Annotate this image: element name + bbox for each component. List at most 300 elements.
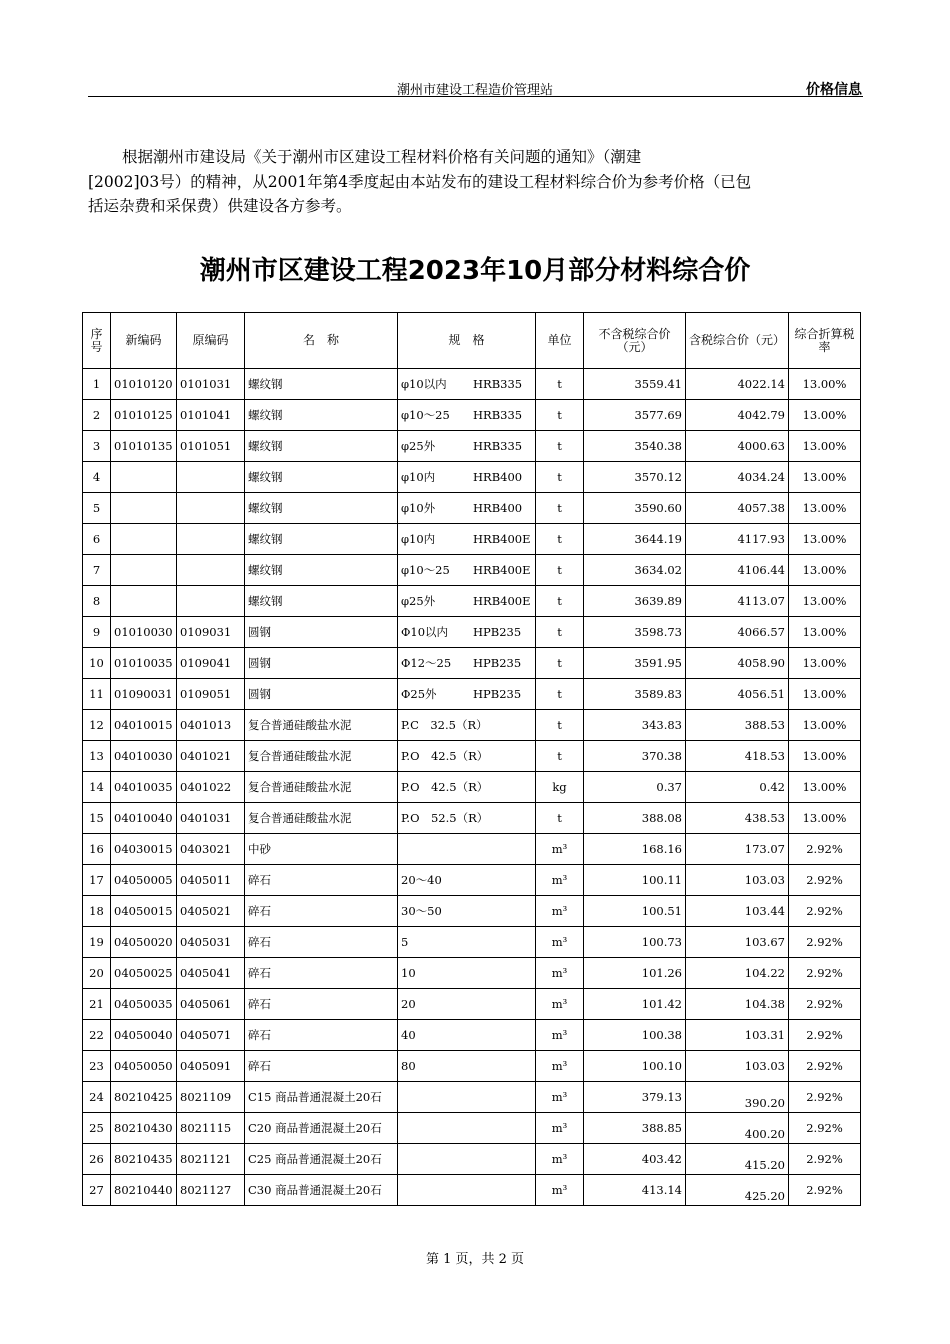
cell-seq: 27	[83, 1175, 111, 1206]
header-price-info: 价格信息	[806, 82, 862, 98]
cell-name: 碎石	[245, 989, 398, 1020]
cell-old-code: 8021127	[177, 1175, 245, 1206]
cell-new-code	[111, 524, 177, 555]
cell-tax-rate: 2.92%	[789, 865, 861, 896]
cell-seq: 11	[83, 679, 111, 710]
spec-grade: HPB235	[473, 686, 522, 701]
table-header-row	[83, 313, 861, 369]
cell-spec	[398, 1051, 536, 1082]
table-row	[83, 1144, 861, 1175]
cell-seq: 26	[83, 1144, 111, 1175]
cell-unit: t	[536, 648, 584, 679]
cell-spec	[398, 586, 536, 617]
cell-seq: 1	[83, 369, 111, 400]
cell-unit: m³	[536, 958, 584, 989]
cell-name: 碎石	[245, 927, 398, 958]
cell-tax-rate: 2.92%	[789, 927, 861, 958]
cell-seq: 8	[83, 586, 111, 617]
cell-old-code: 0405011	[177, 865, 245, 896]
cell-tax-rate: 13.00%	[789, 617, 861, 648]
cell-spec	[398, 834, 536, 865]
table-row	[83, 896, 861, 927]
col-header-price-inc-tax: 含税综合价（元）	[686, 313, 789, 369]
cell-unit: m³	[536, 927, 584, 958]
cell-price-ex-tax: 3591.95	[584, 648, 686, 679]
header-rule	[88, 96, 863, 97]
cell-new-code: 80210435	[111, 1144, 177, 1175]
cell-unit: t	[536, 617, 584, 648]
cell-spec	[398, 989, 536, 1020]
cell-old-code: 0109031	[177, 617, 245, 648]
spec-size: φ10内	[401, 469, 436, 484]
table-row	[83, 617, 861, 648]
cell-unit: t	[536, 555, 584, 586]
cell-unit: t	[536, 369, 584, 400]
table-row	[83, 865, 861, 896]
cell-seq: 23	[83, 1051, 111, 1082]
spec-grade: HRB335	[473, 438, 523, 453]
cell-name: 复合普通硅酸盐水泥	[245, 772, 398, 803]
cell-old-code: 0405021	[177, 896, 245, 927]
cell-price-ex-tax: 3639.89	[584, 586, 686, 617]
cell-tax-rate: 13.00%	[789, 648, 861, 679]
cell-tax-rate: 13.00%	[789, 710, 861, 741]
cell-spec	[398, 803, 536, 834]
cell-spec	[398, 741, 536, 772]
cell-unit: m³	[536, 834, 584, 865]
spec-size: φ10内	[401, 531, 436, 546]
cell-seq: 21	[83, 989, 111, 1020]
cell-old-code: 0109051	[177, 679, 245, 710]
cell-new-code: 04010035	[111, 772, 177, 803]
cell-seq: 4	[83, 462, 111, 493]
cell-new-code: 01090031	[111, 679, 177, 710]
cell-price-inc-tax: 103.44	[686, 896, 789, 927]
spec-size: Φ10以内	[401, 624, 449, 639]
cell-tax-rate: 2.92%	[789, 1051, 861, 1082]
cell-price-inc-tax: 4056.51	[686, 679, 789, 710]
table-row	[83, 1051, 861, 1082]
cell-price-inc-tax: 4022.14	[686, 369, 789, 400]
cell-tax-rate: 13.00%	[789, 741, 861, 772]
cell-price-inc-tax: 425.20	[686, 1175, 789, 1206]
cell-tax-rate: 2.92%	[789, 1082, 861, 1113]
cell-name: 圆钢	[245, 648, 398, 679]
cell-old-code: 8021115	[177, 1113, 245, 1144]
spec-size: P.C 32.5（R）	[401, 717, 488, 732]
header-station-name: 潮州市建设工程造价管理站	[396, 83, 553, 98]
table-row	[83, 679, 861, 710]
cell-seq: 20	[83, 958, 111, 989]
cell-old-code	[177, 586, 245, 617]
intro-line-3: 括运杂费和采保费）供建设各方参考。	[88, 197, 352, 215]
spec-size: 20～40	[401, 872, 442, 887]
cell-price-ex-tax: 3559.41	[584, 369, 686, 400]
cell-spec	[398, 1144, 536, 1175]
cell-spec	[398, 865, 536, 896]
col-header-old-code: 原编码	[177, 313, 245, 369]
cell-name: 螺纹钢	[245, 555, 398, 586]
cell-new-code: 01010120	[111, 369, 177, 400]
cell-price-ex-tax: 343.83	[584, 710, 686, 741]
cell-price-ex-tax: 413.14	[584, 1175, 686, 1206]
cell-tax-rate: 2.92%	[789, 896, 861, 927]
cell-old-code: 0403021	[177, 834, 245, 865]
cell-name: 螺纹钢	[245, 369, 398, 400]
cell-new-code: 01010030	[111, 617, 177, 648]
cell-name: C20 商品普通混凝土20石	[245, 1113, 398, 1144]
cell-seq: 19	[83, 927, 111, 958]
cell-spec	[398, 1082, 536, 1113]
cell-spec	[398, 1020, 536, 1051]
cell-price-inc-tax: 104.22	[686, 958, 789, 989]
cell-price-ex-tax: 3540.38	[584, 431, 686, 462]
cell-new-code: 80210440	[111, 1175, 177, 1206]
table-row	[83, 1113, 861, 1144]
cell-price-ex-tax: 168.16	[584, 834, 686, 865]
cell-name: 碎石	[245, 896, 398, 927]
cell-new-code: 01010035	[111, 648, 177, 679]
intro-paragraph	[88, 145, 863, 219]
cell-old-code	[177, 462, 245, 493]
spec-size: 30～50	[401, 903, 442, 918]
cell-old-code: 0401013	[177, 710, 245, 741]
table-row	[83, 462, 861, 493]
cell-tax-rate: 2.92%	[789, 1020, 861, 1051]
page-footer: 第 1 页，共 2 页	[425, 1252, 525, 1267]
cell-price-inc-tax: 390.20	[686, 1082, 789, 1113]
cell-new-code: 04050005	[111, 865, 177, 896]
cell-seq: 3	[83, 431, 111, 462]
cell-unit: t	[536, 524, 584, 555]
spec-size: φ10外	[401, 500, 436, 515]
col-header-unit: 单位	[536, 313, 584, 369]
cell-tax-rate: 2.92%	[789, 1175, 861, 1206]
table-row	[83, 741, 861, 772]
cell-spec	[398, 679, 536, 710]
cell-price-ex-tax: 388.08	[584, 803, 686, 834]
spec-size: φ10～25	[401, 407, 450, 422]
cell-unit: m³	[536, 989, 584, 1020]
cell-new-code: 04050020	[111, 927, 177, 958]
table-row	[83, 710, 861, 741]
spec-grade: HPB235	[473, 624, 522, 639]
cell-tax-rate: 13.00%	[789, 400, 861, 431]
table-row	[83, 369, 861, 400]
cell-unit: t	[536, 803, 584, 834]
cell-price-inc-tax: 103.67	[686, 927, 789, 958]
cell-seq: 10	[83, 648, 111, 679]
cell-spec	[398, 1175, 536, 1206]
cell-unit: m³	[536, 1113, 584, 1144]
col-header-price-ex-tax: 不含税综合价（元）	[584, 313, 686, 369]
cell-price-inc-tax: 4066.57	[686, 617, 789, 648]
cell-price-ex-tax: 3577.69	[584, 400, 686, 431]
cell-price-inc-tax: 4058.90	[686, 648, 789, 679]
cell-spec	[398, 462, 536, 493]
spec-size: P.O 42.5（R）	[401, 748, 489, 763]
intro-line-1: 根据潮州市建设局《关于潮州市区建设工程材料价格有关问题的通知》（潮建	[122, 148, 642, 166]
cell-price-ex-tax: 3598.73	[584, 617, 686, 648]
cell-spec	[398, 493, 536, 524]
cell-price-ex-tax: 3644.19	[584, 524, 686, 555]
cell-tax-rate: 2.92%	[789, 989, 861, 1020]
spec-grade: HRB400	[473, 500, 523, 515]
col-header-tax-rate: 综合折算税率	[789, 313, 861, 369]
spec-size: φ25外	[401, 438, 436, 453]
cell-name: 碎石	[245, 1051, 398, 1082]
spec-grade: HRB335	[473, 407, 523, 422]
cell-unit: m³	[536, 865, 584, 896]
cell-spec	[398, 772, 536, 803]
cell-seq: 22	[83, 1020, 111, 1051]
cell-name: 圆钢	[245, 679, 398, 710]
cell-price-inc-tax: 4117.93	[686, 524, 789, 555]
cell-name: 螺纹钢	[245, 462, 398, 493]
spec-size: φ10以内	[401, 376, 447, 391]
cell-unit: t	[536, 741, 584, 772]
cell-new-code: 04010015	[111, 710, 177, 741]
cell-tax-rate: 13.00%	[789, 772, 861, 803]
cell-seq: 24	[83, 1082, 111, 1113]
cell-name: 中砂	[245, 834, 398, 865]
cell-tax-rate: 13.00%	[789, 524, 861, 555]
cell-price-ex-tax: 100.38	[584, 1020, 686, 1051]
cell-price-ex-tax: 100.51	[584, 896, 686, 927]
cell-name: 复合普通硅酸盐水泥	[245, 741, 398, 772]
table-row	[83, 772, 861, 803]
col-header-name: 名 称	[245, 313, 398, 369]
cell-price-inc-tax: 4042.79	[686, 400, 789, 431]
cell-tax-rate: 2.92%	[789, 1144, 861, 1175]
cell-new-code: 04050035	[111, 989, 177, 1020]
table-row	[83, 803, 861, 834]
table-row	[83, 400, 861, 431]
spec-grade: HPB235	[473, 655, 522, 670]
cell-new-code: 04010030	[111, 741, 177, 772]
cell-price-ex-tax: 379.13	[584, 1082, 686, 1113]
table-row	[83, 493, 861, 524]
cell-new-code: 04050015	[111, 896, 177, 927]
cell-tax-rate: 13.00%	[789, 803, 861, 834]
cell-unit: m³	[536, 1020, 584, 1051]
cell-unit: kg	[536, 772, 584, 803]
cell-old-code: 0405061	[177, 989, 245, 1020]
cell-tax-rate: 13.00%	[789, 555, 861, 586]
cell-old-code: 0405071	[177, 1020, 245, 1051]
cell-price-inc-tax: 418.53	[686, 741, 789, 772]
cell-unit: m³	[536, 896, 584, 927]
spec-size: Φ12～25	[401, 655, 452, 670]
cell-name: 碎石	[245, 865, 398, 896]
cell-price-inc-tax: 0.42	[686, 772, 789, 803]
cell-unit: m³	[536, 1175, 584, 1206]
cell-old-code: 8021121	[177, 1144, 245, 1175]
cell-new-code: 80210425	[111, 1082, 177, 1113]
cell-old-code: 0101031	[177, 369, 245, 400]
table-row	[83, 958, 861, 989]
spec-size: 20	[401, 996, 416, 1011]
cell-old-code: 0401031	[177, 803, 245, 834]
cell-name: 螺纹钢	[245, 524, 398, 555]
cell-price-inc-tax: 103.31	[686, 1020, 789, 1051]
cell-old-code: 0101051	[177, 431, 245, 462]
cell-unit: m³	[536, 1144, 584, 1175]
cell-new-code: 04050040	[111, 1020, 177, 1051]
cell-seq: 25	[83, 1113, 111, 1144]
cell-tax-rate: 2.92%	[789, 958, 861, 989]
cell-old-code	[177, 524, 245, 555]
cell-price-ex-tax: 403.42	[584, 1144, 686, 1175]
spec-size: 40	[401, 1027, 416, 1042]
table-row	[83, 586, 861, 617]
cell-seq: 12	[83, 710, 111, 741]
cell-name: C15 商品普通混凝土20石	[245, 1082, 398, 1113]
cell-name: 圆钢	[245, 617, 398, 648]
cell-old-code: 0405091	[177, 1051, 245, 1082]
cell-name: 复合普通硅酸盐水泥	[245, 710, 398, 741]
cell-price-inc-tax: 4034.24	[686, 462, 789, 493]
cell-price-ex-tax: 100.73	[584, 927, 686, 958]
spec-grade: HRB335	[473, 376, 523, 391]
cell-price-inc-tax: 415.20	[686, 1144, 789, 1175]
table-row	[83, 1082, 861, 1113]
cell-new-code	[111, 462, 177, 493]
table-row	[83, 834, 861, 865]
cell-spec	[398, 1113, 536, 1144]
cell-spec	[398, 617, 536, 648]
cell-spec	[398, 431, 536, 462]
cell-price-inc-tax: 388.53	[686, 710, 789, 741]
cell-tax-rate: 13.00%	[789, 586, 861, 617]
table-row	[83, 524, 861, 555]
cell-seq: 2	[83, 400, 111, 431]
cell-new-code: 04050025	[111, 958, 177, 989]
cell-price-ex-tax: 101.42	[584, 989, 686, 1020]
cell-name: 螺纹钢	[245, 400, 398, 431]
cell-old-code: 8021109	[177, 1082, 245, 1113]
table-row	[83, 927, 861, 958]
page-title: 潮州市区建设工程2023年10月部分材料综合价	[199, 256, 751, 286]
cell-new-code: 04030015	[111, 834, 177, 865]
cell-price-ex-tax: 0.37	[584, 772, 686, 803]
cell-tax-rate: 13.00%	[789, 369, 861, 400]
cell-seq: 7	[83, 555, 111, 586]
cell-name: 碎石	[245, 958, 398, 989]
cell-seq: 13	[83, 741, 111, 772]
spec-size: 5	[401, 934, 409, 949]
cell-unit: m³	[536, 1082, 584, 1113]
cell-spec	[398, 958, 536, 989]
cell-seq: 16	[83, 834, 111, 865]
spec-size: Φ25外	[401, 686, 437, 701]
cell-price-ex-tax: 3634.02	[584, 555, 686, 586]
cell-name: 碎石	[245, 1020, 398, 1051]
cell-price-inc-tax: 103.03	[686, 865, 789, 896]
cell-price-inc-tax: 400.20	[686, 1113, 789, 1144]
cell-price-ex-tax: 370.38	[584, 741, 686, 772]
cell-seq: 15	[83, 803, 111, 834]
cell-name: C30 商品普通混凝土20石	[245, 1175, 398, 1206]
table-row	[83, 648, 861, 679]
col-header-spec: 规 格	[398, 313, 536, 369]
cell-old-code: 0401021	[177, 741, 245, 772]
table-row	[83, 431, 861, 462]
table-body	[83, 369, 861, 1206]
cell-spec	[398, 710, 536, 741]
cell-price-ex-tax: 101.26	[584, 958, 686, 989]
cell-seq: 18	[83, 896, 111, 927]
spec-size: 10	[401, 965, 416, 980]
cell-seq: 5	[83, 493, 111, 524]
cell-seq: 14	[83, 772, 111, 803]
cell-unit: t	[536, 462, 584, 493]
cell-old-code: 0405031	[177, 927, 245, 958]
cell-unit: t	[536, 400, 584, 431]
cell-unit: t	[536, 431, 584, 462]
cell-old-code: 0109041	[177, 648, 245, 679]
cell-spec	[398, 524, 536, 555]
cell-spec	[398, 648, 536, 679]
cell-old-code	[177, 493, 245, 524]
cell-unit: t	[536, 493, 584, 524]
spec-grade: HRB400E	[473, 593, 531, 608]
cell-spec	[398, 927, 536, 958]
cell-name: 复合普通硅酸盐水泥	[245, 803, 398, 834]
cell-tax-rate: 2.92%	[789, 834, 861, 865]
cell-new-code: 01010125	[111, 400, 177, 431]
cell-price-inc-tax: 438.53	[686, 803, 789, 834]
cell-old-code: 0405041	[177, 958, 245, 989]
intro-line-2: [2002]03号）的精神，从2001年第4季度起由本站发布的建设工程材料综合价为参考价格（已包	[88, 172, 752, 191]
cell-name: 螺纹钢	[245, 493, 398, 524]
spec-grade: HRB400E	[473, 531, 531, 546]
table-row	[83, 1020, 861, 1051]
cell-old-code	[177, 555, 245, 586]
cell-price-inc-tax: 4106.44	[686, 555, 789, 586]
spec-grade: HRB400	[473, 469, 523, 484]
cell-unit: t	[536, 710, 584, 741]
col-header-seq: 序号	[83, 313, 111, 369]
cell-unit: m³	[536, 1051, 584, 1082]
cell-price-inc-tax: 173.07	[686, 834, 789, 865]
cell-unit: t	[536, 586, 584, 617]
cell-tax-rate: 13.00%	[789, 431, 861, 462]
cell-new-code: 80210430	[111, 1113, 177, 1144]
cell-price-ex-tax: 3590.60	[584, 493, 686, 524]
cell-seq: 6	[83, 524, 111, 555]
cell-price-inc-tax: 103.03	[686, 1051, 789, 1082]
cell-price-ex-tax: 388.85	[584, 1113, 686, 1144]
cell-tax-rate: 13.00%	[789, 679, 861, 710]
cell-old-code: 0401022	[177, 772, 245, 803]
cell-price-ex-tax: 3589.83	[584, 679, 686, 710]
cell-price-inc-tax: 4000.63	[686, 431, 789, 462]
spec-size: φ10～25	[401, 562, 450, 577]
cell-price-ex-tax: 100.10	[584, 1051, 686, 1082]
spec-grade: HRB400E	[473, 562, 531, 577]
table-row	[83, 555, 861, 586]
cell-price-inc-tax: 4057.38	[686, 493, 789, 524]
spec-size: P.O 52.5（R）	[401, 810, 489, 825]
cell-seq: 9	[83, 617, 111, 648]
cell-spec	[398, 369, 536, 400]
table-row	[83, 989, 861, 1020]
cell-spec	[398, 555, 536, 586]
cell-new-code: 04050050	[111, 1051, 177, 1082]
cell-name: 螺纹钢	[245, 431, 398, 462]
cell-new-code	[111, 586, 177, 617]
